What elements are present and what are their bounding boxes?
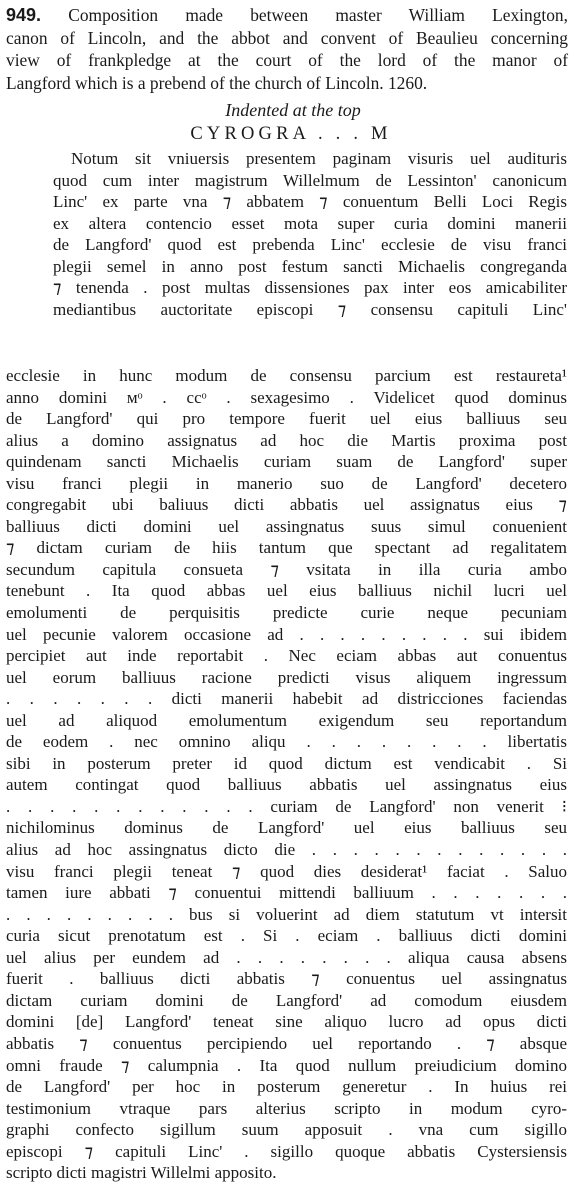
text-line: tamen iure abbati ⁊ conuentui mittendi balliuum . . . . . . . xyxy=(6,883,567,903)
text-line: de Langford' quod est prebenda Linc' ecclesie de visu franci xyxy=(53,235,567,255)
text-line: visu franci plegii teneat ⁊ quod dies desiderat¹ faciat . Saluo xyxy=(6,861,567,881)
text-line: ⁊ dictam curiam de hiis tantum que spectant ad regalitatem xyxy=(6,538,567,558)
text-line: . . . . . . . . . . . . curiam de Langford' non venerit ⁝ xyxy=(6,796,567,816)
text-line: autem contingat quod balliuus abbatis uel assingnatus eius xyxy=(6,775,567,795)
text-line: uel pecunie valorem occasione ad . . . . . . . . . sui ibidem xyxy=(6,624,567,644)
text-line: de eodem . nec omnino aliqu . . . . . . . . libertatis xyxy=(6,732,567,752)
text-line: de Langford' qui pro tempore fuerit uel eius balliuus seu xyxy=(6,409,567,429)
text-line: ecclesie in hunc modum de consensu parcium est restaureta¹ xyxy=(6,366,567,385)
heading-line xyxy=(6,4,568,27)
entry-heading xyxy=(6,4,568,94)
text-line: alius a domino assignatus ad hoc die Martis proxima post xyxy=(6,430,567,450)
text-line: emolumenti de perquisitis predicte curie neque pecuniam xyxy=(6,603,567,623)
text-line: abbatis ⁊ conuentus percipiendo uel reportando . ⁊ absque xyxy=(6,1033,567,1053)
text-line: tenebunt . Ita quod abbas uel eius balliuus nichil lucri uel xyxy=(6,581,567,601)
text-line: graphi confecto sigillum suum apposuit . vna cum sigillo xyxy=(6,1120,567,1140)
charter-text-indented xyxy=(53,148,567,320)
text-line: secundum capitula consueta ⁊ vsitata in illa curia ambo xyxy=(6,559,567,579)
text-line: quindenam sancti Michaelis curiam suam de Langford' super xyxy=(6,452,567,472)
text-line: de Langford' per hoc in posterum generetur . In huius rei xyxy=(6,1077,567,1097)
text-line: visu franci plegii in manerio suo de Langford' decetero xyxy=(6,473,567,493)
text-line: balliuus dicti domini uel assingnatus suus simul conuenient xyxy=(6,516,567,536)
text-line: uel alius per eundem ad . . . . . . . . aliqua causa absens xyxy=(6,947,567,967)
text-line: sibi in posterum preter id quod dictum est vendicabit . Si xyxy=(6,753,567,773)
text-line: . . . . . . . dicti manerii habebit ad districciones faciendas xyxy=(6,689,567,709)
text-line: testimonium vtraque pars alterius scripto in modum cyro- xyxy=(6,1098,567,1118)
text-line: Notum sit vniuersis presentem paginam visuris uel audituris xyxy=(71,149,567,168)
text-line: anno domini ᴍᵒ . ccᵒ . sexagesimo . Videlicet quod dominus xyxy=(6,387,567,407)
text-line: quod cum inter magistrum Willelmum de Lessinton' canonicum xyxy=(53,170,567,190)
text-line: scripto dicti magistri Willelmi apposito. xyxy=(6,1163,277,1183)
text-line: alius ad hoc assingnatus dicto die . . . . . . . . . . . . . xyxy=(6,840,567,860)
text-line: episcopi ⁊ capituli Linc' . sigillo quoque abbatis Cystersiensis xyxy=(6,1141,567,1161)
indented-note: Indented at the top xyxy=(225,100,361,120)
entry-number: 949. xyxy=(6,5,42,25)
heading-line: canon of Lincoln, and the abbot and convent of Beaulieu concerning xyxy=(6,27,568,48)
heading-line-text: Composition made between master William Lexington, xyxy=(68,5,568,25)
text-line: dictam curiam domini de Langford' ad comodum eiusdem xyxy=(6,990,567,1010)
heading-line: view of frankpledge at the court of the lord of the manor of xyxy=(6,50,568,71)
text-line: . . . . . . . . . bus si voluerint ad diem statutum vt intersit xyxy=(6,904,567,924)
text-line: omni fraude ⁊ calumpnia . Ita quod nullum preiudicium domino xyxy=(6,1055,567,1075)
cyrograph-heading: CYROGRA . . . M xyxy=(190,124,392,144)
text-line: nichilominus dominus de Langford' uel eius balliuus seu xyxy=(6,818,567,838)
text-line: uel ad aliquod emolumentum exigendum seu reportandum xyxy=(6,710,567,730)
text-line: domini [de] Langford' teneat sine aliquo lucro ad opus dicti xyxy=(6,1012,567,1032)
text-line: curia sicut prenotatum est . Si . eciam . balliuus dicti domini xyxy=(6,926,567,946)
text-line: ⁊ tenenda . post multas dissensiones pax inter eos amicabiliter xyxy=(53,278,567,298)
text-line: ex altera contencio esset mota super curia domini manerii xyxy=(53,213,567,233)
text-line: fuerit . balliuus dicti abbatis ⁊ conuentus uel assingnatus xyxy=(6,969,567,989)
text-line: mediantibus auctoritate episcopi ⁊ consensu capituli Linc' xyxy=(53,299,567,319)
heading-line: Langford which is a prebend of the church of Lincoln. 1260. xyxy=(6,72,428,93)
charter-text-full xyxy=(6,365,567,1184)
text-line: congregabit ubi baliuus dicti abbatis uel assignatus eius ⁊ xyxy=(6,495,567,515)
text-line: Linc' ex parte vna ⁊ abbatem ⁊ conuentum Belli Loci Regis xyxy=(53,192,567,212)
text-line: uel eorum balliuus racione predicti visus aliquem ingressum xyxy=(6,667,567,687)
text-line: percipiet aut inde reportabit . Nec eciam abbas aut conuentus xyxy=(6,646,567,666)
text-line: plegii semel in anno post festum sancti Michaelis congreganda xyxy=(53,256,567,276)
